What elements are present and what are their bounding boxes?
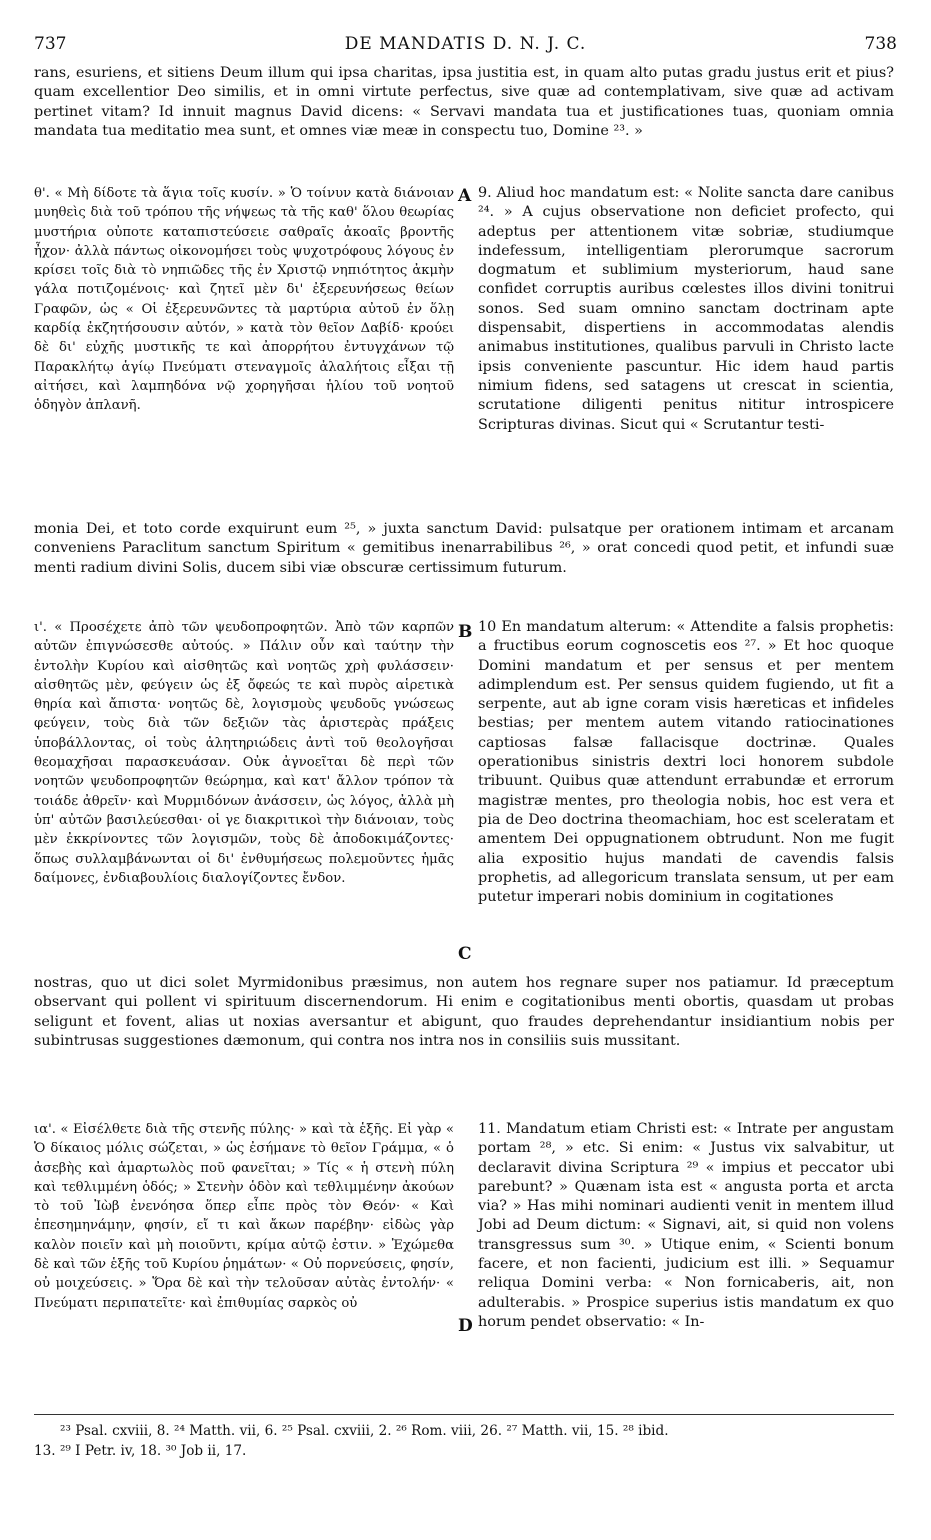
margin-marker-d: D bbox=[458, 1316, 473, 1336]
latin-section-10: 10 En mandatum alterum: « Attendite a falsis prophetis: a fructibus eorum cognoscetis eos ²⁷. » Et hoc quoque Domini mandatum et per sensus et per mentem adimplendum est. Per sensus quidem fugiendo, ut fit a serpente, aut ab igne coram visis hæreticas et infideles bestias; per mentem autem vitando ratiocinationes captiosas falsæ fallacisque doctrinæ. Quales operationibus sinistris dextri loci honorem subdole tribuunt. Quibus quæ attendunt errabundæ et errorum magistræ mentes, pro theologia nobis, hoc est vera et pia de Deo doctrina theomachiam, hoc est sceleratam et amentem Dei oppugnationem obtrudunt. Non me fugit alia expositio hujus mandati de cavendis falsis prophetis, ad allegoricum translata sensum, ut per eam putetur imperari nobis dominium in cogitationes bbox=[478, 619, 894, 906]
footnote-rule bbox=[34, 1414, 894, 1415]
latin-section-9-continuation: monia Dei, et toto corde exquirunt eum ²⁵, » juxta sanctum David: pulsatque per orationem intimam et arcanam conveniens Paraclitum sanctum Spiritum « gemitibus inenarrabilibus ²⁶, » orat concedi quod petit, et infundi suæ menti radium divini Solis, ducem sibi viæ obscuræ certissimum futurum. bbox=[34, 521, 894, 576]
footnote-line-2: 13. ²⁹ I Petr. iv, 18. ³⁰ Job ii, 17. bbox=[34, 1443, 247, 1459]
latin-section-10-continuation: nostras, quo ut dici solet Myrmidonibus præsimus, non autem hos regnare super nos patiamur. Id præceptum observant qui pollent vi spirituum discernendorum. Hi enim e cogitationibus menti obortis, quasdam ut probas seligunt et fovent, alias ut noxias aversantur et abigunt, quo fraudes deprehendantur insidiantium nobis per subintrusas suggestiones dæmonum, qui contra nos intra nos in consiliis suis mussitant. bbox=[34, 975, 894, 1049]
latin-section-9: 9. Aliud hoc mandatum est: « Nolite sancta dare canibus ²⁴. » A cujus observatione non deficiet profecto, qui adeptus per attentionem vitæ sobriæ, studiumque indefessum, intelligentiam plerorumque sacrorum dogmatum et sublimium mysteriorum, haud sane confidet corruptis auribus cœlestes illos divini tonitrui sonos. Sed suam omnino sanctam doctrinam apte dispensabit, dispertiens in accommodatas alendis animabus institutiones, qualibus parvuli in Christo lacte ipsis conveniente pascuntur. Hic idem haud partis nimium fidens, sed satagens ut crescat in scientia, scrutatione diligenti penitus nititur introspicere Scripturas divinas. Sicut qui « Scrutantur testi- bbox=[478, 185, 894, 433]
greek-section-11: ια'. « Εἰσέλθετε διὰ τῆς στενῆς πύλης· » καὶ τὰ ἑξῆς. Εἰ γὰρ « Ὁ δίκαιος μόλις σώζεται, » ὡς ἐσήμανε τὸ θεῖον Γράμμα, « ὁ ἀσεβὴς καὶ ἁμαρτωλὸς ποῦ φανεῖται; » Τίς « ἡ στενὴ πύλη καὶ τεθλιμμένη ὁδός; » Στενὴν ὁδὸν καὶ τεθλιμμένην ἀκούων τὸ τοῦ Ἰὼβ ἐνενόησα ὅπερ εἶπε πρὸς τὸν Θεόν· « Καὶ ἐπεσημηνάμην, φησίν, εἴ τι καὶ ἄκων παρέβην· εἰδὼς γὰρ καλὸν ποιεῖν καὶ μὴ ποιοῦντι, κρίμα αὐτῷ ἐστιν. » Ἐχώμεθα δὲ καὶ τῶν ἑξῆς τοῦ Κυρίου ῥημάτων· « Οὐ πορνεύσεις, φησίν, οὐ μοιχεύσεις. » Ὅρα δὲ καὶ τὴν τελοῦσαν αὐτὰς ἐντολήν· « Πνεύματι περιπατεῖτε· καὶ ἐπιθυμίας σαρκὸς οὐ bbox=[34, 1122, 454, 1311]
running-title: DE MANDATIS D. N. J. C. bbox=[344, 34, 587, 54]
latin-opening-paragraph: rans, esuriens, et sitiens Deum illum qui ipsa charitas, ipsa justitia est, in quam alto putas gradu justus erit et pius? quam excellentior Deo similis, et in omni virtute perfectus, sive quæ ad contemplativam, sive quæ ad activam pertinet vitam? Id innuit magnus David dicens: « Servavi mandata tua et justificationes tuas, quoniam omnia mandata tua meditatio mea sunt, et omnes viæ meæ in conspectu tuo, Domine ²³. » bbox=[34, 65, 894, 139]
page-number-right: 738 bbox=[864, 34, 897, 54]
page-number-left: 737 bbox=[34, 34, 67, 54]
greek-section-10: ι'. « Προσέχετε ἀπὸ τῶν ψευδοπροφητῶν. Ἀπὸ τῶν καρπῶν αὐτῶν ἐπιγνώσεσθε αὐτούς. » Πάλιν οὖν καὶ ταύτην τὴν ἐντολὴν Κυρίου καὶ αἰσθητῶς καὶ νοητῶς χρὴ φυλάσσειν· αἰσθητῶς μὲν, φεύγειν ὡς ἐξ ὄφεώς τε καὶ πυρὸς αἱρετικὰ θηρία καὶ ἄπιστα· νοητῶς δὲ, λογισμοὺς ψευδοῦς γνώσεως φεύγειν, τοὺς διὰ τῶν δεξιῶν τὰς ἀριστερὰς πράξεις ὑποβάλλοντας, οἱ τοὺς ἀλητηριώδεις ἀντὶ τοῦ θεολογῆσαι θεομαχῆσαι παρασκευάσαν. Οὐκ ἀγνοεῖται δὲ περὶ τῶν νοητῶν ψευδοπροφητῶν θεώρημα, καὶ κατ' ἄλλον τρόπον τὰ τοιάδε ἀθρεῖν· καὶ Μυρμιδόνων ἀνάσσειν, ὡς λόγος, ἀλλὰ μὴ ὑπ' αὐτῶν βασιλεύεσθαι· οἱ γε διακριτικοὶ τὴν διάνοιαν, τοὺς μὲν ἐκκρίνοντες τῶν λογισμῶν, τοὺς δὲ ἀποδοκιμάζοντες· ὅπως συλλαμβάνωνται οἱ δι' ἐνθυμήσεως πολεμοῦντες ἡμᾶς δαίμονες, ἐνδιαβουλίοις διαλογίζοντες ἔνδον. bbox=[34, 620, 454, 886]
margin-marker-a: A bbox=[458, 186, 472, 206]
margin-marker-b: B bbox=[458, 622, 473, 642]
greek-section-9: θ'. « Μὴ δίδοτε τὰ ἅγια τοῖς κυσίν. » Ὁ τοίνυν κατὰ διάνοιαν μυηθεὶς διὰ τοῦ τρόπου τῆς νήψεως τὰ τῆς καθ' ὅλου θεωρίας μυστήρια οὐποτε καταπιστεύσειε σαθραῖς ἀκοαῖς βροντῆς ἦχον· ἀλλὰ πάντως οἰκονομήσει τοὺς ψυχοτρόφους λόγους ἐν κρίσει τοῖς διὰ τὸ νηπιῶδες τῆς ἐν Χριστῷ νηπιότητος ἀκμὴν γάλα ποτιζομένοις· καὶ ζητεῖ μὲν δι' ἐξερευνήσεως θείων Γραφῶν, ὡς « Οἱ ἐξερευνῶντες τὰ μαρτύρια αὐτοῦ ἐν ὅλῃ καρδίᾳ ἐκζητήσουσιν αὐτόν, » κατὰ τὸν θεῖον Δαβίδ· κρούει δὲ δι' εὐχῆς μυστικῆς τε καὶ ἀπορρήτου ἐντυγχάνων τῷ Παρακλήτῳ ἁγίῳ Πνεύματι στεναγμοῖς ἀλαλήτοις εἶξαι τῇ αἰτήσει, καὶ λαμπηδόνα νῷ χορηγῆσαι ἡλίου τοῦ νοητοῦ ὁδηγὸν ἀπλανῆ. bbox=[34, 186, 454, 414]
page-header bbox=[0, 30, 931, 58]
margin-marker-c: C bbox=[458, 944, 472, 964]
footnote-line-1: ²³ Psal. cxviii, 8. ²⁴ Matth. vii, 6. ²⁵ Psal. cxviii, 2. ²⁶ Rom. viii, 26. ²⁷ Matth. vii, 15. ²⁸ ibid. bbox=[60, 1423, 669, 1439]
latin-section-11: 11. Mandatum etiam Christi est: « Intrate per angustam portam ²⁸, » etc. Si enim: « Justus vix salvabitur, ut declaravit divina Scriptura ²⁹ « impius et peccator ubi parebunt? » Quænam ista est « angusta porta et arcta via? » Has mihi nominari audienti venit in mentem illud Jobi ad Deum dictum: « Signavi, ait, si quid non volens transgressus sum ³⁰. » Utique enim, « Scienti bonum facere, et non facienti, judicium est illi. » Sequamur reliqua Domini verba: « Non fornicaberis, ait, non adulterabis. » Prospice superius istis mandatum ex quo horum pendet observatio: « In- bbox=[478, 1121, 894, 1330]
